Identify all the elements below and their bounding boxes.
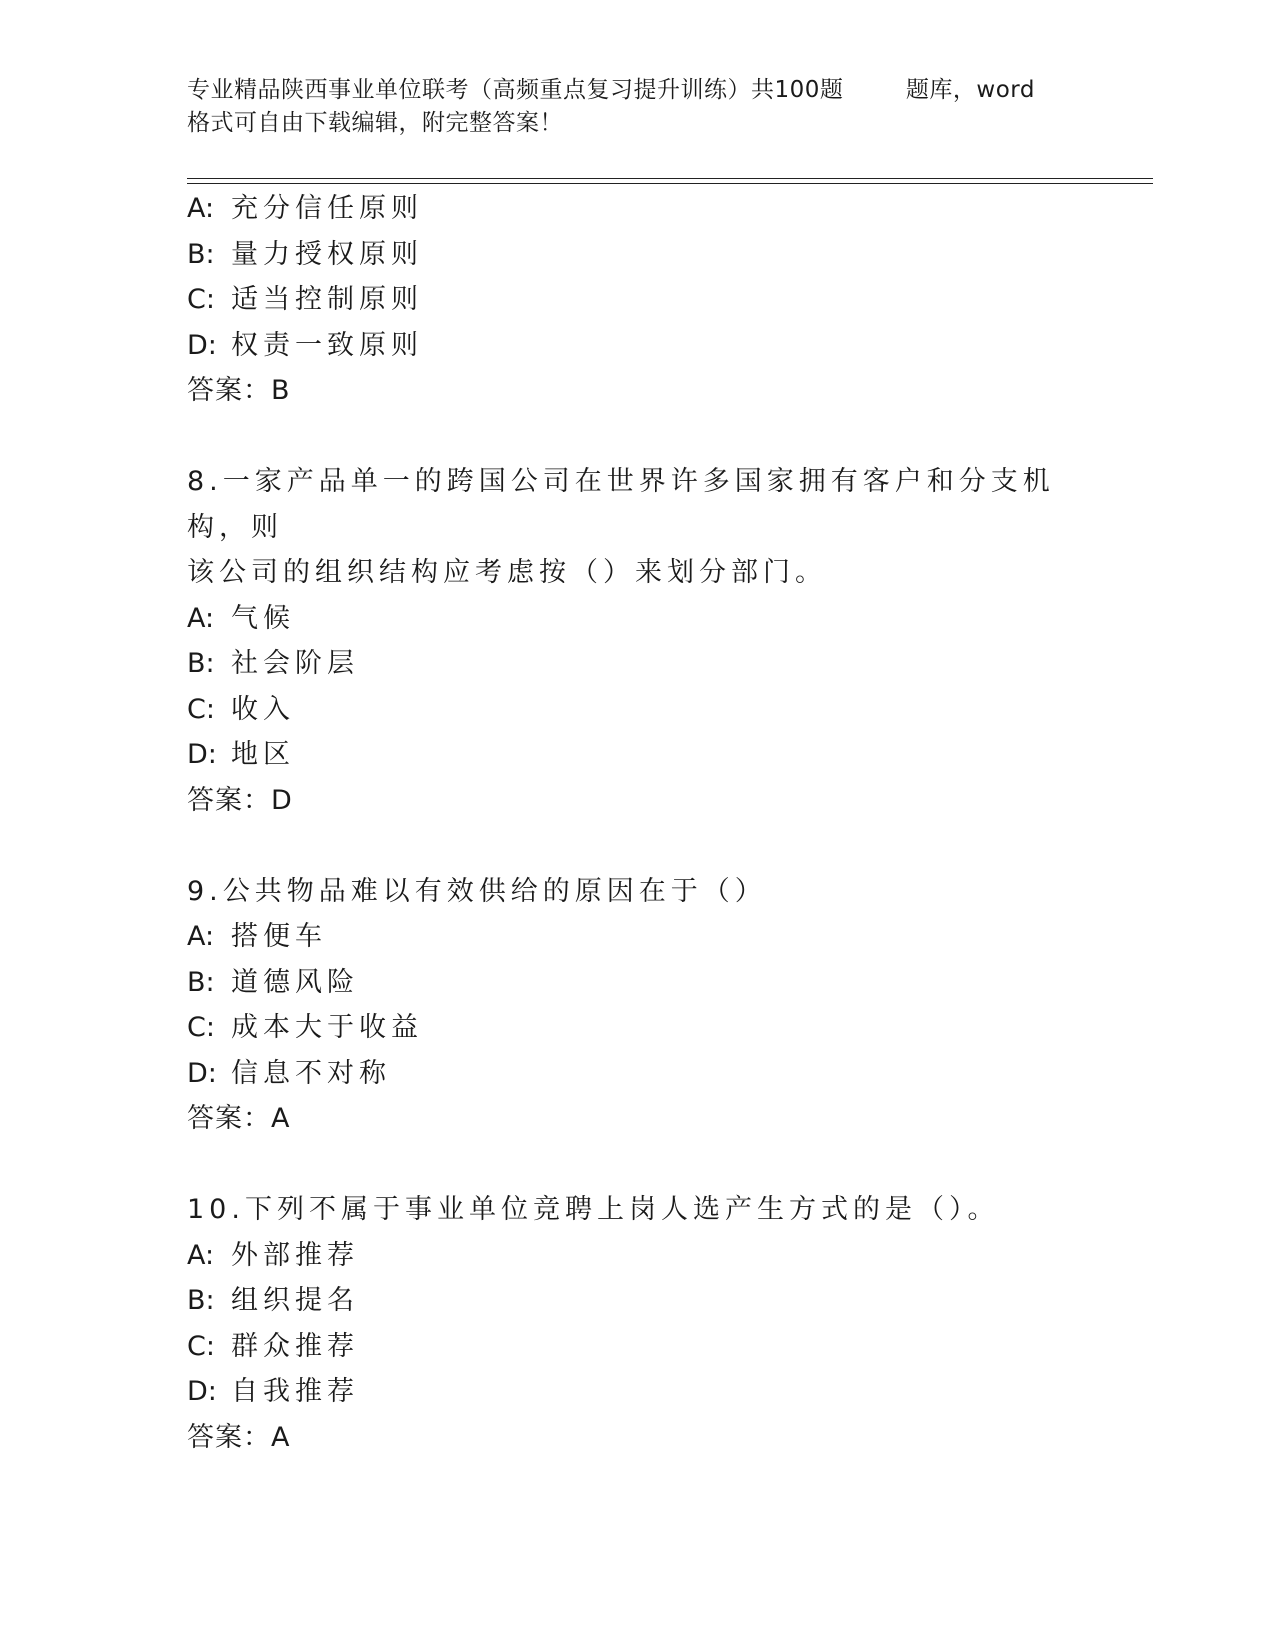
question-block-8 — [187, 459, 1117, 823]
option-text: 搭便车 — [231, 921, 327, 952]
option-letter: D: — [187, 329, 217, 361]
option-b — [187, 232, 1117, 278]
answer: 答案：D — [187, 784, 293, 816]
option-a — [187, 914, 1117, 960]
option-d — [187, 1369, 1117, 1415]
option-letter: B: — [187, 648, 215, 679]
option-text: 自我推荐 — [231, 1376, 359, 1407]
option-text: 社会阶层 — [231, 648, 359, 679]
option-letter: B: — [187, 238, 215, 270]
option-text: 地区 — [231, 739, 295, 770]
spacer — [187, 414, 1117, 460]
question-8-line-2: 该公司的组织结构应考虑按（）来划分部门。 — [187, 557, 827, 588]
option-letter: D: — [187, 1057, 217, 1089]
option-letter: C: — [187, 284, 215, 315]
question-content — [187, 186, 1117, 1460]
option-c — [187, 277, 1117, 323]
option-text: 成本大于收益 — [231, 1012, 423, 1043]
option-letter: A: — [187, 1239, 215, 1271]
option-a — [187, 596, 1117, 642]
option-letter: A: — [187, 602, 215, 634]
option-letter: A: — [187, 193, 215, 224]
header-divider-bottom — [187, 183, 1153, 184]
option-c — [187, 1324, 1117, 1370]
option-text: 量力授权原则 — [231, 238, 423, 270]
question-block-7 — [187, 186, 1117, 414]
option-letter: B: — [187, 1285, 215, 1316]
option-text: 信息不对称 — [231, 1057, 391, 1089]
option-text: 组织提名 — [231, 1285, 359, 1316]
question-10-line-1: 10.下列不属于事业单位竞聘上岗人选产生方式的是（）。 — [187, 1194, 1000, 1225]
option-letter: C: — [187, 693, 215, 725]
option-b — [187, 641, 1117, 687]
option-a — [187, 1233, 1117, 1279]
option-text: 外部推荐 — [231, 1239, 359, 1271]
option-text: 气候 — [231, 602, 295, 634]
spacer — [187, 823, 1117, 869]
option-text: 充分信任原则 — [231, 193, 423, 224]
option-letter: D: — [187, 1376, 217, 1407]
answer: 答案：B — [187, 375, 291, 406]
option-b — [187, 1278, 1117, 1324]
option-letter: B: — [187, 966, 215, 998]
document-header — [187, 74, 1107, 140]
question-8-line-1: 8.一家产品单一的跨国公司在世界许多国家拥有客户和分支机构，则 — [187, 466, 1055, 543]
question-block-9 — [187, 869, 1117, 1142]
option-c — [187, 687, 1117, 733]
header-divider-top — [187, 178, 1153, 179]
question-9-line-1: 9.公共物品难以有效供给的原因在于（） — [187, 875, 767, 907]
header-line-2: 格式可自由下载编辑，附完整答案！ — [187, 110, 563, 136]
answer: 答案：A — [187, 1103, 291, 1134]
option-c — [187, 1005, 1117, 1051]
option-letter: C: — [187, 1012, 215, 1043]
option-letter: C: — [187, 1330, 215, 1362]
option-d — [187, 323, 1117, 369]
question-block-10 — [187, 1187, 1117, 1460]
option-b — [187, 960, 1117, 1006]
answer: 答案：A — [187, 1421, 291, 1453]
option-letter: A: — [187, 921, 215, 952]
option-d — [187, 732, 1117, 778]
option-text: 适当控制原则 — [231, 284, 423, 315]
option-letter: D: — [187, 739, 217, 770]
option-text: 道德风险 — [231, 966, 359, 998]
option-text: 权责一致原则 — [231, 329, 423, 361]
option-text: 群众推荐 — [231, 1330, 359, 1362]
option-text: 收入 — [231, 693, 295, 725]
spacer — [187, 1142, 1117, 1188]
option-d — [187, 1051, 1117, 1097]
header-line-1: 专业精品陕西事业单位联考（高频重点复习提升训练）共100题 题库，word — [187, 77, 1035, 103]
option-a — [187, 186, 1117, 232]
